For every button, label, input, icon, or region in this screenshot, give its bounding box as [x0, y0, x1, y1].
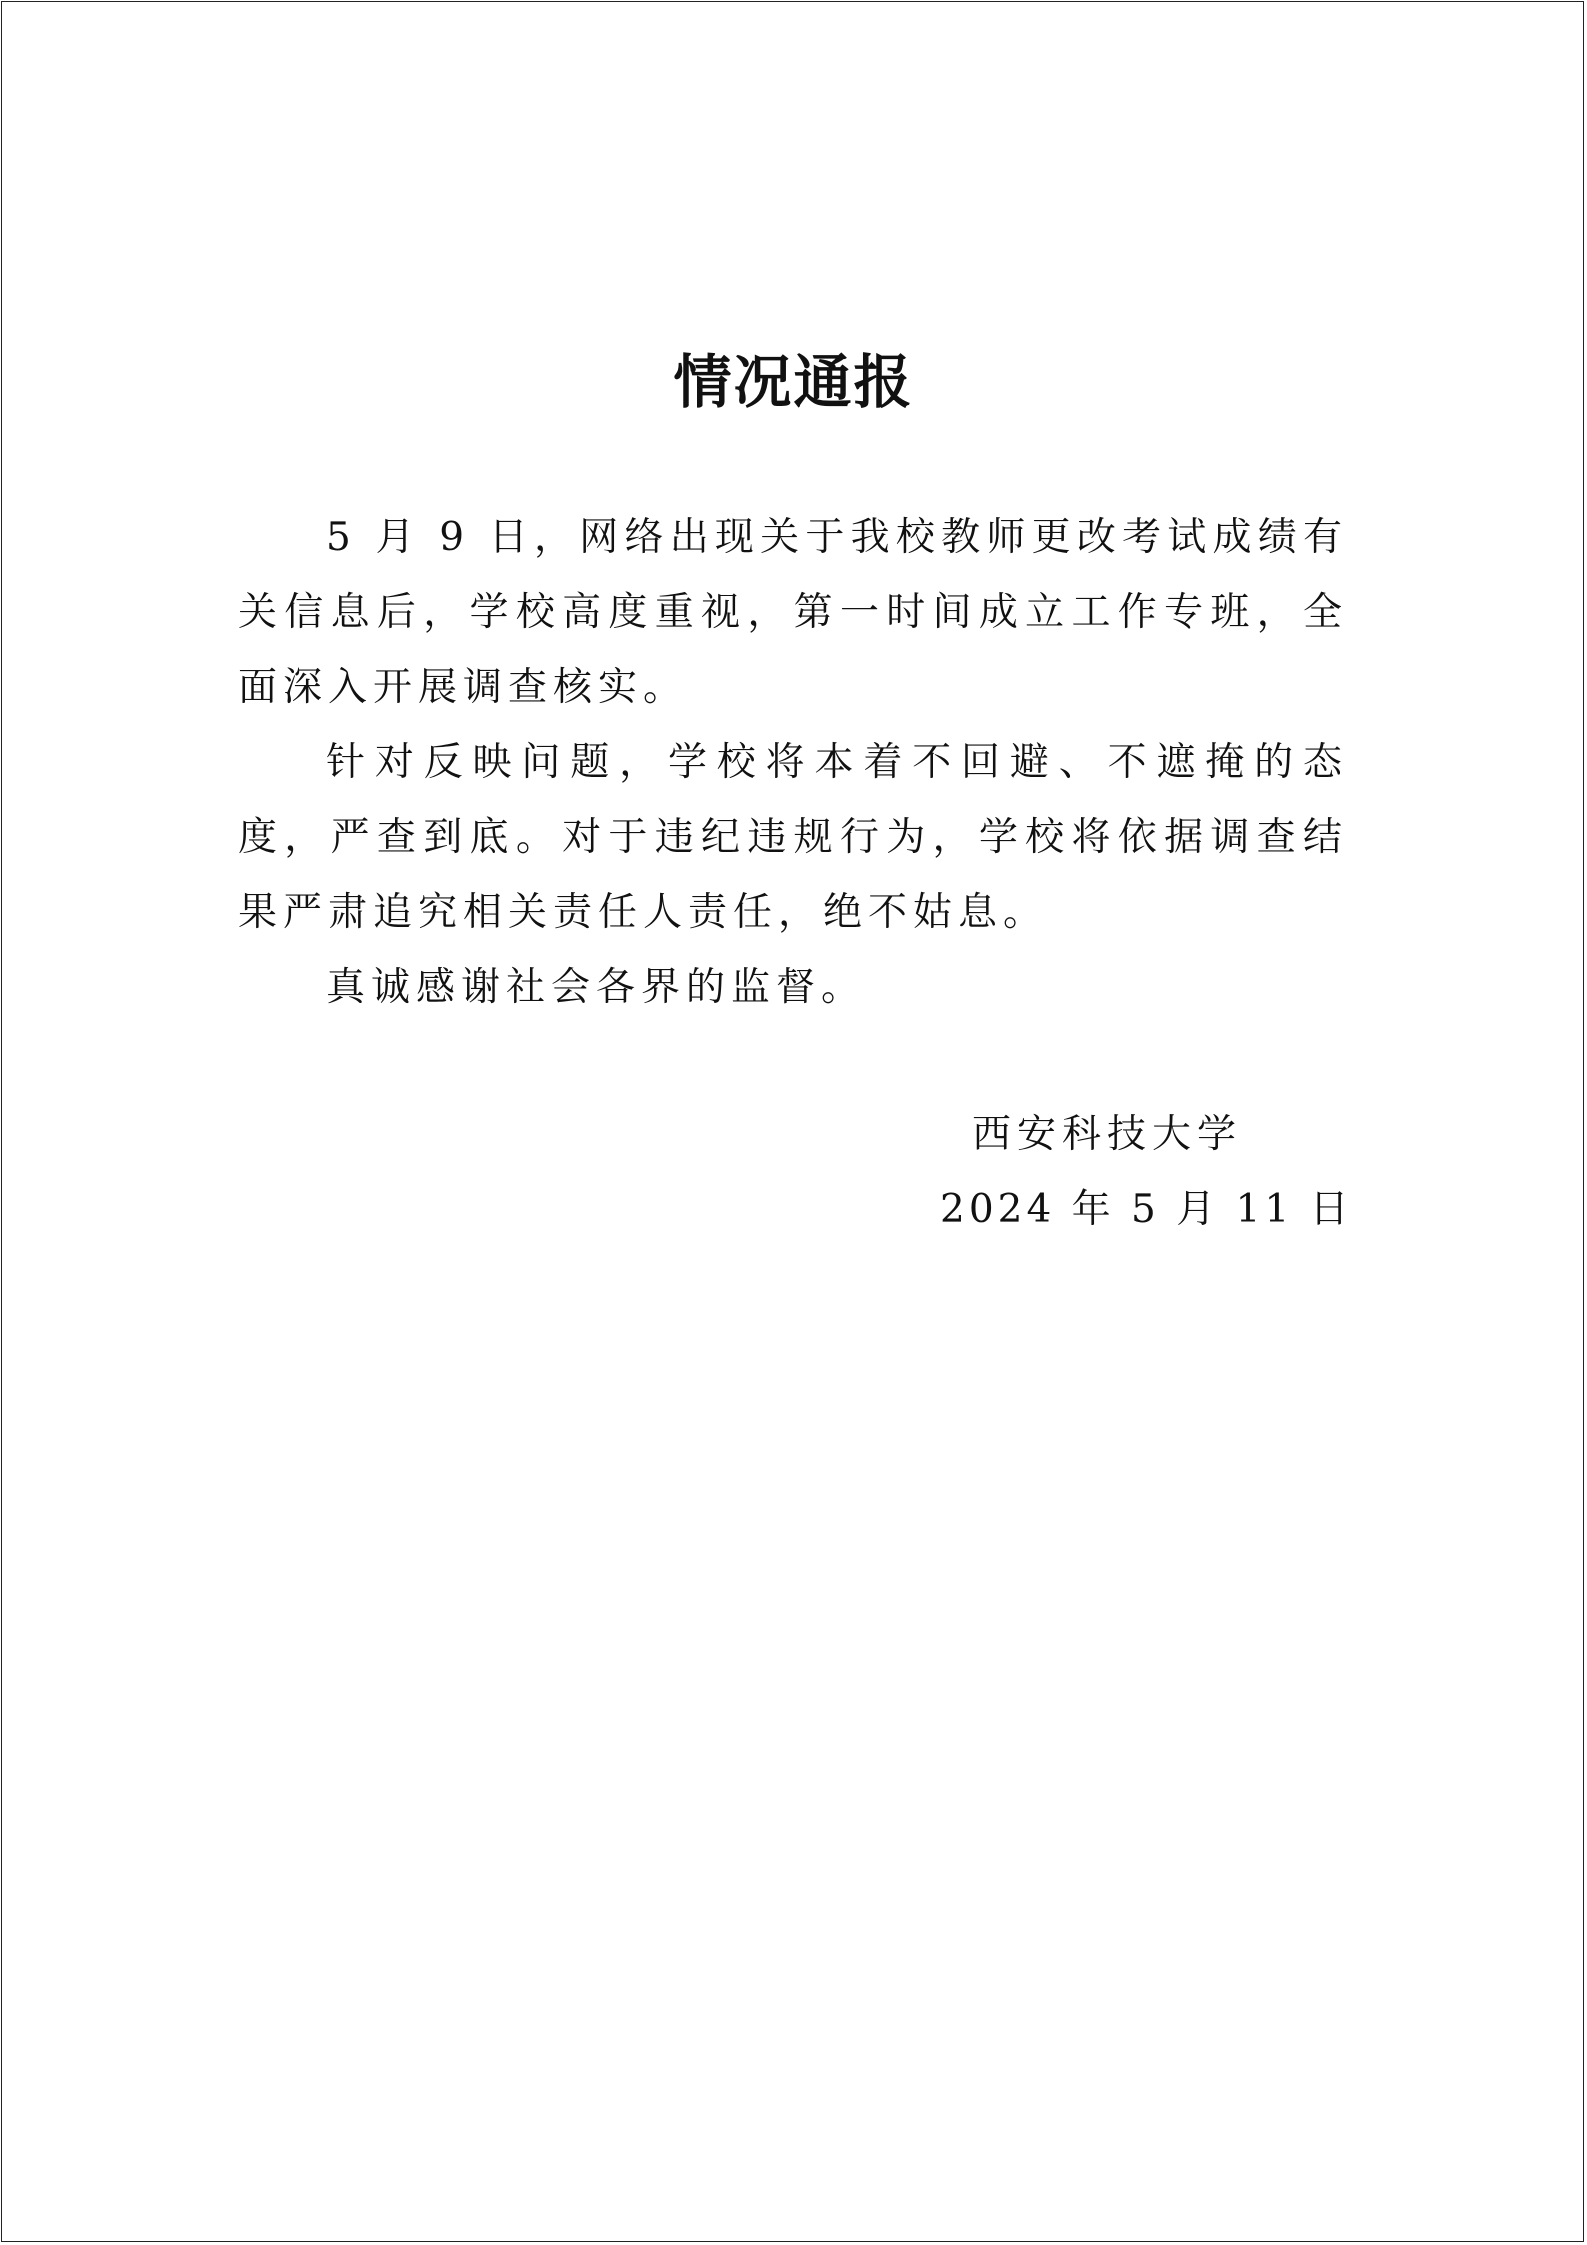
body-paragraph-1: 5 月 9 日，网络出现关于我校教师更改考试成绩有关信息后，学校高度重视，第一时间成立工作专班，全面深入开展调查核实。 [238, 515, 1348, 710]
body-paragraph-3: 真诚感谢社会各界的监督。 [326, 965, 867, 1010]
document-body [238, 500, 1348, 1025]
document-title: 情况通报 [673, 348, 914, 416]
signature-date: 2024 年 5 月 11 日 [940, 1187, 1353, 1232]
signature-block [940, 1097, 1353, 1247]
body-paragraph-2: 针对反映问题，学校将本着不回避、不遮掩的态度，严查到底。对于违纪违规行为，学校将依据调查结果严肃追究相关责任人责任，绝不姑息。 [238, 740, 1348, 935]
signature-organization: 西安科技大学 [972, 1112, 1243, 1157]
